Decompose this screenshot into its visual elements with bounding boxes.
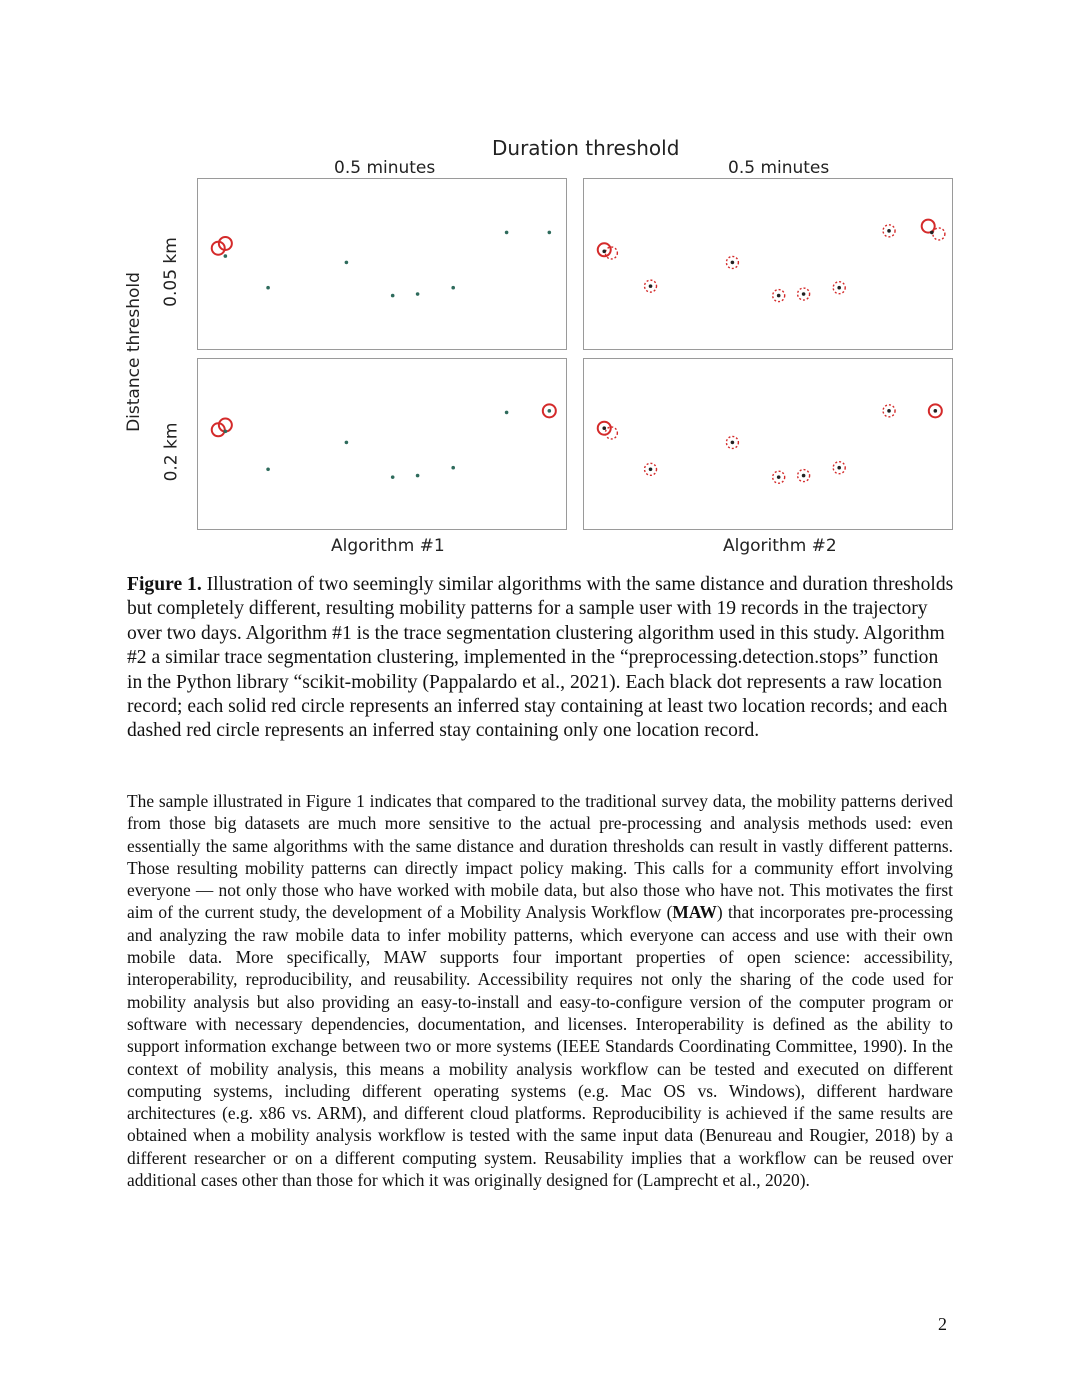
raw-location-dot	[602, 426, 606, 430]
column-label-alg2: 0.5 minutes	[728, 158, 830, 178]
raw-location-dot	[548, 231, 552, 235]
raw-location-dot	[802, 292, 806, 296]
row-axis-label: Distance threshold	[123, 272, 144, 432]
raw-location-dot	[548, 409, 552, 413]
body-text-part-1: The sample illustrated in Figure 1 indicates that compared to the traditional survey data, the mobility patterns derived from those big datasets are much more sensitive to the actual pre-processing and analysis methods used: even essentially the same algorithms with the same distance and duration thresholds can result in vastly different patterns. Those resulting mobility patterns can directly impact policy making. This calls for a community effort involving everyone — not only those who have worked with mobile data, but also those who have not. This motivates the first aim of the current study, the development of a Mobility Analysis Workflow (	[127, 791, 953, 923]
raw-location-dot	[345, 441, 349, 445]
page-number: 2	[938, 1314, 947, 1334]
raw-location-dot	[887, 409, 891, 413]
panel-alg2-005km	[583, 178, 953, 350]
body-text-part-2: ) that incorporates pre-processing and analyzing the raw mobile data to infer mobility patterns, which everyone can access and use with their own mobile data. More specifically, MAW supports four important properties of open science: accessibility, interoperability, reproducibility, and reusability. Accessibility requires not only the sharing of the code used for mobility analysis but also providing an easy-to-install and easy-to-configure version of the computer program or software with necessary dependencies, documentation, and licenses. Interoperability is defined as the ability to support information exchange between two or more systems (IEEE Standards Coordinating Committee, 1990). In the context of mobility analysis, this means a mobility analysis workflow can be tested and executed on different computing systems, including different operating systems (e.g. Mac OS vs. Windows), different hardware architectures (e.g. x86 vs. ARM), and different cloud platforms. Reproducibility is achieved if the same results are obtained when a mobility analysis workflow is tested with the same input data (Benureau and Rougier, 2018) by a different researcher or on a different computing system. Reusability implies that a workflow can be reused over additional cases other than those for which it was originally designed for (Lamprecht et al., 2020).	[127, 902, 953, 1191]
raw-location-dot	[602, 250, 606, 254]
raw-location-dot	[505, 231, 509, 235]
column-label-alg1: 0.5 minutes	[334, 158, 436, 178]
panel-alg2-005km-plot	[584, 179, 952, 349]
panel-alg1-02km-plot	[198, 359, 566, 529]
panel-alg2-02km	[583, 358, 953, 530]
raw-location-dot	[837, 286, 841, 290]
caption-text: Illustration of two seemingly similar algorithms with the same distance and duration thresholds but completely different, resulting mobility patterns for a sample user with 19 records in the trajectory over two days. Algorithm #1 is the trace segmentation clustering algorithm used in this study. Algorithm #2 a similar trace segmentation clustering, implemented in the “preprocessing.detection.stops” function in the Python library “scikit-mobility (Pappalardo et al., 2021). Each black dot represents a raw location record; each solid red circle represents an inferred stay containing at least two location records; and each dashed red circle represents an inferred stay containing only one location record.	[127, 574, 954, 742]
solid-stay-circle	[922, 220, 935, 233]
raw-location-dot	[266, 467, 270, 471]
raw-location-dot	[416, 474, 420, 478]
raw-location-dot	[505, 411, 509, 415]
raw-location-dot	[731, 261, 735, 265]
raw-location-dot	[934, 409, 938, 413]
panel-alg1-005km-plot	[198, 179, 566, 349]
figure-caption	[127, 573, 957, 744]
figure-1	[123, 132, 960, 562]
algorithm-label-2: Algorithm #2	[723, 536, 837, 556]
caption-label: Figure 1.	[127, 574, 202, 595]
algorithm-label-1: Algorithm #1	[331, 536, 445, 556]
raw-location-dot	[391, 294, 395, 298]
row-label-0-05km: 0.05 km	[160, 237, 181, 307]
body-text-maw-bold: MAW	[672, 902, 717, 923]
row-label-0-2km: 0.2 km	[161, 422, 182, 482]
raw-location-dot	[266, 286, 270, 290]
panel-alg1-005km	[197, 178, 567, 350]
panel-alg2-02km-plot	[584, 359, 952, 529]
raw-location-dot	[649, 467, 653, 471]
raw-location-dot	[345, 261, 349, 265]
raw-location-dot	[887, 229, 891, 233]
figure-title: Duration threshold	[492, 136, 680, 160]
raw-location-dot	[930, 231, 934, 235]
raw-location-dot	[224, 430, 228, 434]
raw-location-dot	[451, 466, 455, 470]
raw-location-dot	[224, 254, 228, 258]
raw-location-dot	[391, 475, 395, 479]
raw-location-dot	[777, 475, 781, 479]
raw-location-dot	[731, 441, 735, 445]
panel-alg1-02km	[197, 358, 567, 530]
raw-location-dot	[649, 284, 653, 288]
raw-location-dot	[451, 286, 455, 290]
raw-location-dot	[777, 294, 781, 298]
raw-location-dot	[802, 474, 806, 478]
raw-location-dot	[416, 292, 420, 296]
raw-location-dot	[837, 466, 841, 470]
body-paragraph	[127, 790, 953, 1191]
